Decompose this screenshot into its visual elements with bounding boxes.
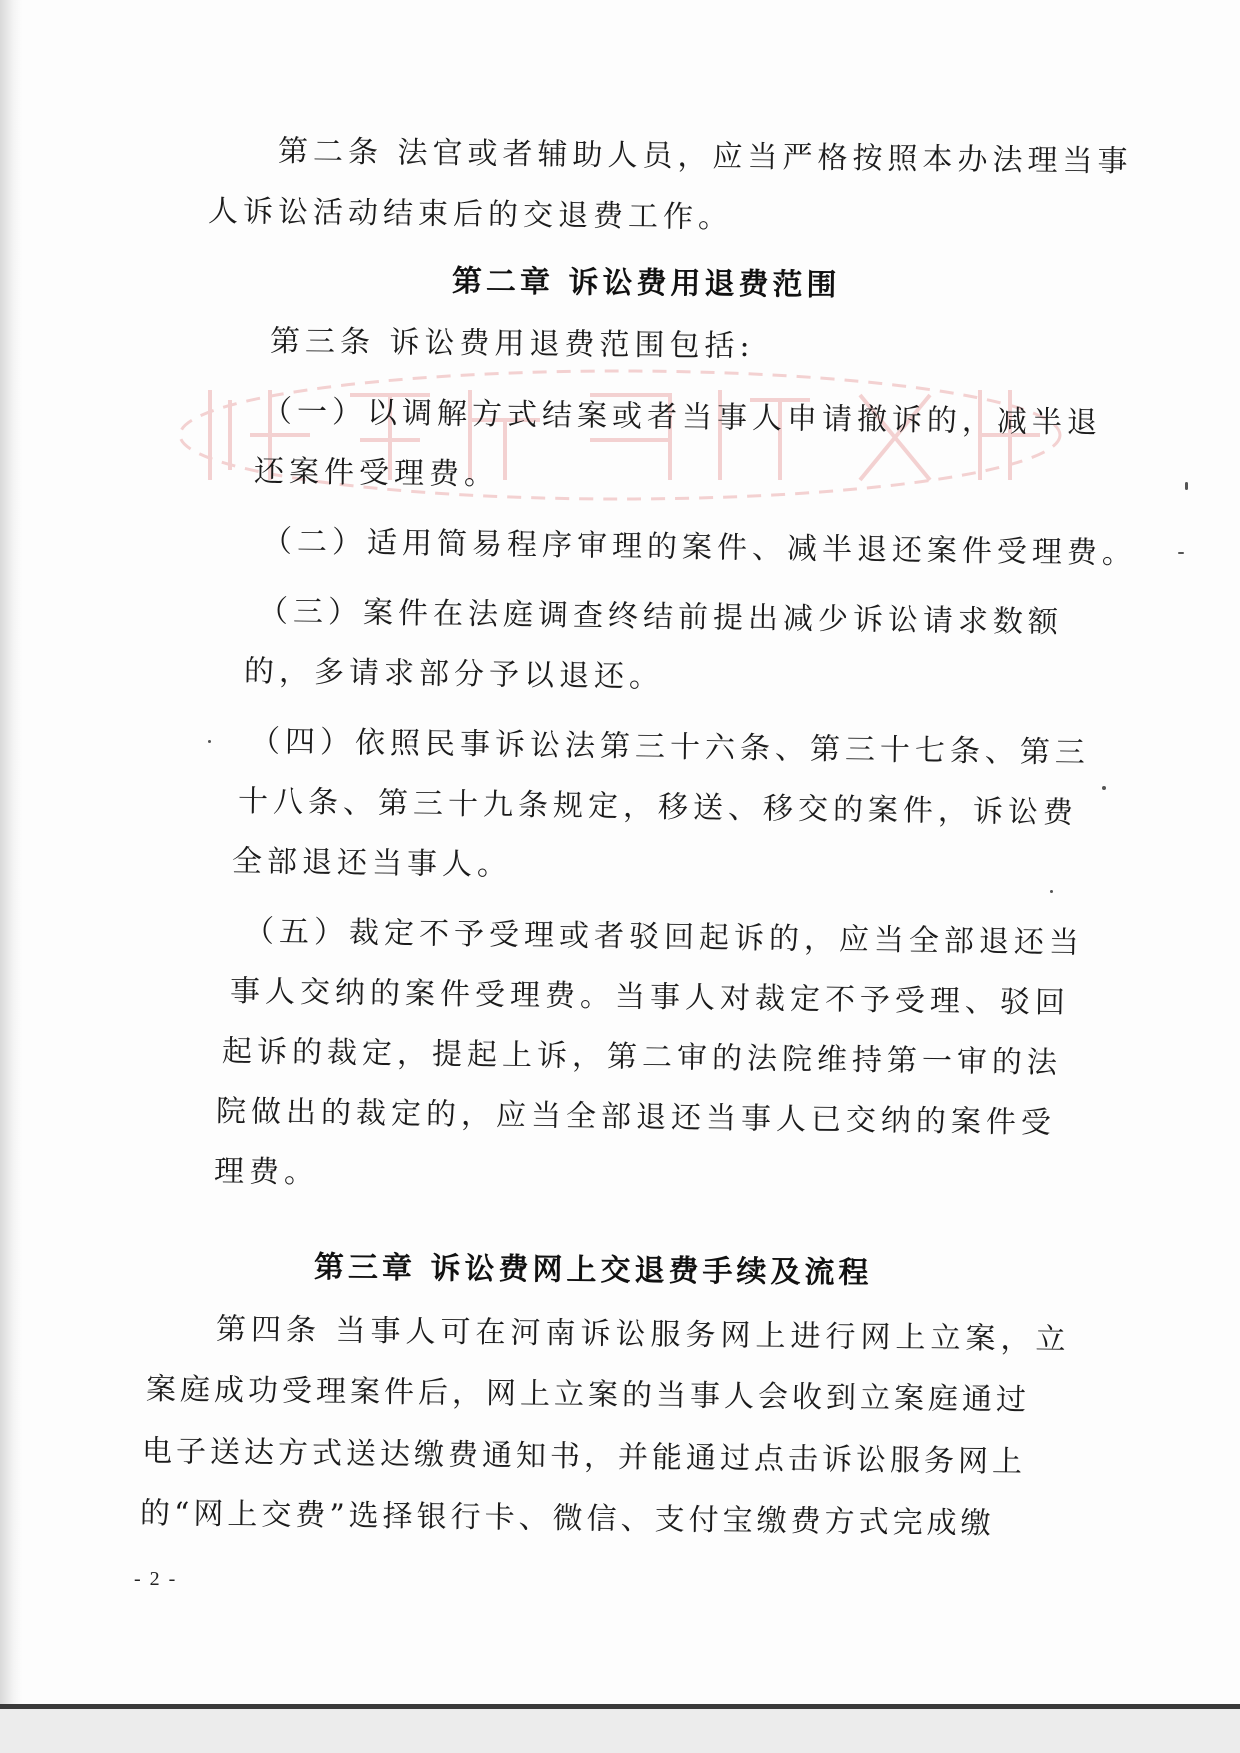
chapter-2-heading: 第二章 诉讼费用退费范围	[451, 264, 841, 304]
item-4-line-3: 全部退还当事人。	[231, 844, 513, 883]
scan-speck	[1050, 890, 1053, 893]
item-3-line-1: （三）案件在法庭调查终结前提出减少诉讼请求数额	[257, 594, 1064, 641]
chapter-3-heading: 第三章 诉讼费网上交退费手续及流程	[313, 1250, 873, 1291]
article-4-line-4: 的“网上交费”选择银行卡、微信、支付宝缴费方式完成缴	[139, 1496, 995, 1542]
page-number: - 2 -	[134, 1568, 178, 1590]
scan-speck	[1178, 552, 1184, 554]
item-5-line-3: 起诉的裁定，提起上诉，第二审的法院维持第一审的法	[221, 1034, 1063, 1081]
scan-speck	[1102, 786, 1106, 790]
scan-speck	[1185, 482, 1188, 490]
scan-speck	[208, 740, 211, 743]
item-4-line-2: 十八条、第三十九条规定，移送、移交的案件，诉讼费	[237, 784, 1079, 831]
article-2-line-2: 人诉讼活动结束后的交退费工作。	[207, 194, 734, 236]
article-4-line-1: 第四条 当事人可在河南诉讼服务网上进行网上立案，立	[215, 1312, 1071, 1358]
item-5-line-1: （五）裁定不予受理或者驳回起诉的，应当全部退还当	[243, 914, 1085, 961]
item-2-line-1: （二）适用简易程序审理的案件、减半退还案件受理费。	[261, 524, 1138, 572]
item-3-line-2: 的，多请求部分予以退还。	[243, 654, 665, 695]
item-5-line-2: 事人交纳的案件受理费。当事人对裁定不予受理、驳回	[229, 974, 1071, 1021]
item-1-line-2: 还案件受理费。	[253, 454, 500, 493]
item-1-line-1: （一）以调解方式结案或者当事人申请撤诉的，减半退	[261, 394, 1103, 441]
scan-left-edge	[0, 0, 22, 1753]
item-5-line-5: 理费。	[213, 1154, 320, 1191]
item-4-line-1: （四）依照民事诉讼法第三十六条、第三十七条、第三	[249, 724, 1091, 771]
article-4-line-2: 案庭成功受理案件后，网上立案的当事人会收到立案庭通过	[145, 1372, 1031, 1418]
article-4-line-3: 电子送达方式送达缴费通知书，并能通过点击诉讼服务网上	[141, 1434, 1027, 1480]
scan-bottom-edge	[0, 1704, 1240, 1753]
article-2-line-1: 第二条 法官或者辅助人员，应当严格按照本办法理当事	[277, 134, 1133, 180]
article-3-intro: 第三条 诉讼费用退费范围包括:	[269, 324, 755, 365]
item-5-line-4: 院做出的裁定的，应当全部退还当事人已交纳的案件受	[215, 1094, 1057, 1141]
